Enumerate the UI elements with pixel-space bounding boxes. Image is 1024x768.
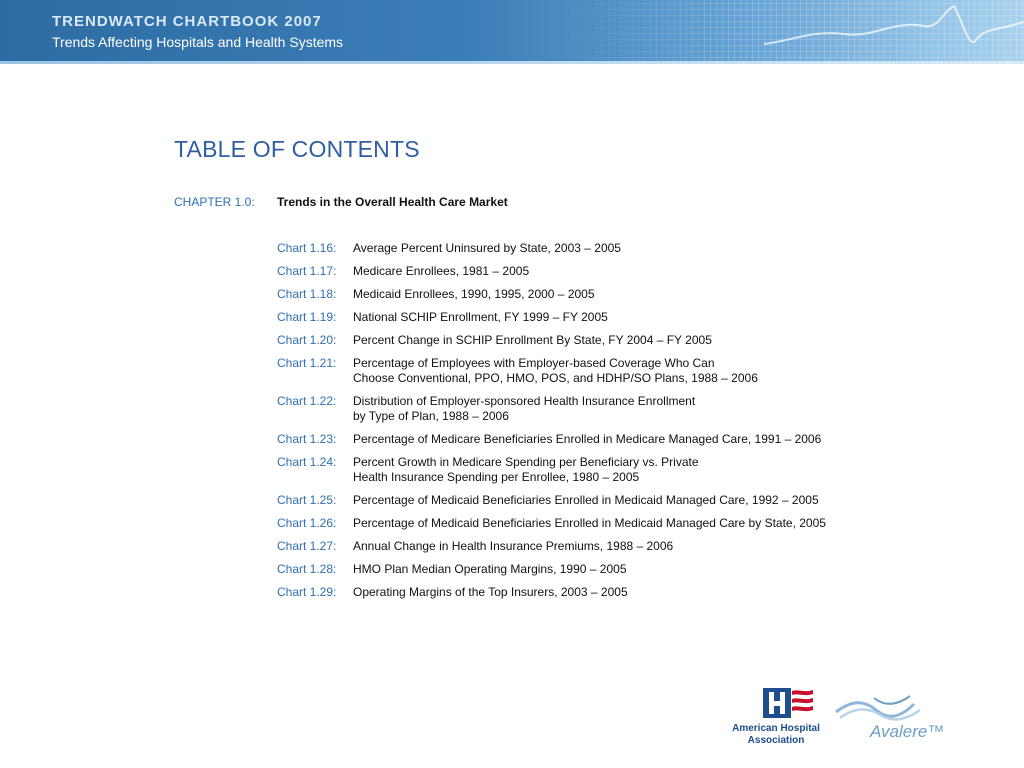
toc-entry-label: Chart 1.29: bbox=[277, 585, 337, 599]
avalere-logo-text: Avalere™ bbox=[870, 722, 945, 741]
pulse-wave-icon bbox=[764, 0, 1024, 64]
toc-entry-title bbox=[353, 493, 819, 508]
chapter-label: CHAPTER 1.0: bbox=[174, 195, 255, 209]
toc-entry bbox=[277, 333, 897, 348]
toc-entry-label: Chart 1.20: bbox=[277, 333, 337, 347]
toc-entry-title-line: Medicaid Enrollees, 1990, 1995, 2000 – 2005 bbox=[353, 287, 595, 301]
toc-entry bbox=[277, 455, 897, 485]
toc-entry-title bbox=[353, 310, 608, 325]
toc-entry-label: Chart 1.28: bbox=[277, 562, 337, 576]
toc-entry bbox=[277, 432, 897, 447]
toc-entry-title bbox=[353, 539, 673, 554]
toc-entry-label: Chart 1.27: bbox=[277, 539, 337, 553]
toc-entry-label: Chart 1.24: bbox=[277, 455, 337, 469]
chapter-name: Trends in the Overall Health Care Market bbox=[277, 195, 508, 209]
chartbook-subtitle: Trends Affecting Hospitals and Health Systems bbox=[52, 34, 344, 50]
toc-entry-title bbox=[353, 394, 695, 424]
toc-entry bbox=[277, 310, 897, 325]
aha-logo-text bbox=[723, 723, 829, 747]
toc-entry-label: Chart 1.22: bbox=[277, 394, 337, 408]
toc-entry-title bbox=[353, 432, 821, 447]
toc-entry bbox=[277, 241, 897, 256]
toc-entry-label: Chart 1.26: bbox=[277, 516, 337, 530]
toc-entry-label: Chart 1.18: bbox=[277, 287, 337, 301]
toc-entry-title-line: by Type of Plan, 1988 – 2006 bbox=[353, 409, 509, 423]
toc-entry-title-line: Percentage of Employees with Employer-based Coverage Who Can bbox=[353, 356, 715, 370]
toc-entry-title-line: Operating Margins of the Top Insurers, 2003 – 2005 bbox=[353, 585, 628, 599]
toc-entry bbox=[277, 493, 897, 508]
toc-entry-title bbox=[353, 516, 826, 531]
toc-entry-title-line: Percent Change in SCHIP Enrollment By State, FY 2004 – FY 2005 bbox=[353, 333, 712, 347]
toc-entry-title-line: HMO Plan Median Operating Margins, 1990 – 2005 bbox=[353, 562, 627, 576]
toc-entry-list bbox=[277, 241, 897, 608]
toc-entry-title-line: Average Percent Uninsured by State, 2003 – 2005 bbox=[353, 241, 621, 255]
toc-entry-title-line: Percentage of Medicare Beneficiaries Enrolled in Medicare Managed Care, 1991 – 2006 bbox=[353, 432, 822, 446]
chartbook-title: TRENDWATCH CHARTBOOK 2007 bbox=[52, 13, 322, 30]
header-banner bbox=[0, 0, 1024, 64]
toc-entry bbox=[277, 539, 897, 554]
toc-entry-title-line: National SCHIP Enrollment, FY 1999 – FY 2005 bbox=[353, 310, 608, 324]
toc-entry bbox=[277, 287, 897, 302]
toc-entry bbox=[277, 356, 897, 386]
toc-entry-label: Chart 1.23: bbox=[277, 432, 337, 446]
toc-entry-label: Chart 1.21: bbox=[277, 356, 337, 370]
toc-entry-title-line: Health Insurance Spending per Enrollee, 1980 – 2005 bbox=[353, 470, 640, 484]
toc-entry-label: Chart 1.16: bbox=[277, 241, 337, 255]
toc-entry bbox=[277, 394, 897, 424]
aha-logo-line: Association bbox=[747, 735, 805, 746]
toc-entry-label: Chart 1.25: bbox=[277, 493, 337, 507]
toc-entry-label: Chart 1.17: bbox=[277, 264, 337, 278]
toc-entry bbox=[277, 562, 897, 577]
toc-entry-title bbox=[353, 241, 621, 256]
page-title: TABLE OF CONTENTS bbox=[174, 136, 420, 162]
toc-entry-title-line: Percentage of Medicaid Beneficiaries Enrolled in Medicaid Managed Care by State, 2005 bbox=[353, 516, 826, 530]
avalere-wave-icon bbox=[834, 692, 944, 726]
toc-entry-title-line: Distribution of Employer-sponsored Health Insurance Enrollment bbox=[353, 394, 696, 408]
toc-entry-title-line: Percent Growth in Medicare Spending per Beneficiary vs. Private bbox=[353, 455, 699, 469]
toc-entry-title bbox=[353, 562, 627, 577]
toc-entry-title-line: Choose Conventional, PPO, HMO, POS, and HDHP/SO Plans, 1988 – 2006 bbox=[353, 371, 758, 385]
toc-entry bbox=[277, 585, 897, 600]
toc-entry-title-line: Percentage of Medicaid Beneficiaries Enrolled in Medicaid Managed Care, 1992 – 2005 bbox=[353, 493, 819, 507]
avalere-logo bbox=[834, 692, 944, 748]
aha-logo bbox=[723, 688, 829, 752]
toc-entry-title-line: Medicare Enrollees, 1981 – 2005 bbox=[353, 264, 530, 278]
toc-entry-title bbox=[353, 264, 529, 279]
toc-entry-title bbox=[353, 333, 712, 348]
toc-entry-title bbox=[353, 585, 628, 600]
aha-h-flag-icon bbox=[763, 688, 813, 720]
aha-logo-line: American Hospital bbox=[732, 723, 820, 734]
toc-entry-title-line: Annual Change in Health Insurance Premiums, 1988 – 2006 bbox=[353, 539, 674, 553]
toc-entry-title bbox=[353, 287, 595, 302]
toc-entry-title bbox=[353, 455, 699, 485]
toc-entry bbox=[277, 264, 897, 279]
toc-entry-label: Chart 1.19: bbox=[277, 310, 337, 324]
toc-entry-title bbox=[353, 356, 758, 386]
toc-entry bbox=[277, 516, 897, 531]
